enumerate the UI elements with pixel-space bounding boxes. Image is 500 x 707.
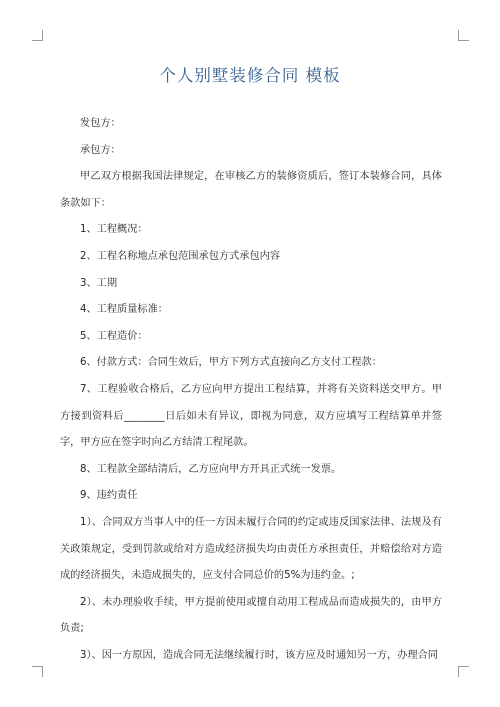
paragraph: 1、工程概况：: [80, 224, 148, 236]
crop-mark-bottom-right: [458, 666, 469, 677]
paragraph: 2）、未办理验收手续，甲方提前使用或擅自动用工程成品而造成损失的，由甲方负责;: [60, 596, 442, 635]
paragraph: 9、违约责任: [80, 490, 138, 502]
paragraph: 3）、因一方原因，造成合同无法继续履行时，该方应及时通知另一方，办理合同: [80, 649, 438, 661]
paragraph: 6、付款方式：合同生效后，甲方下列方式直接向乙方支付工程款：: [80, 357, 382, 369]
paragraph: 承包方：: [80, 144, 121, 156]
paragraph: 5、工程造价：: [80, 330, 148, 342]
document-title: 个人别墅装修合同 模板: [159, 66, 341, 85]
paragraph: 4、工程质量标准：: [80, 304, 168, 316]
crop-mark-bottom-left: [32, 666, 43, 677]
crop-mark-top-right: [458, 30, 469, 41]
paragraph: 8、工程款全部结清后，乙方应向甲方开具正式统一发票。: [80, 463, 342, 475]
paragraph: 甲乙双方根据我国法律规定，在审核乙方的装修资质后，签订本装修合同，具体条款如下：: [60, 171, 442, 209]
document-body: [60, 111, 442, 669]
crop-mark-top-left: [32, 30, 43, 41]
paragraph: 1）、合同双方当事人中的任一方因未履行合同的约定或违反国家法律、法规及有关政策规定，受到罚款或给对方造成经济损失均由责任方承担责任，并赔偿给对方造成的经济损失，未造成损失的，应支付合同总价的5%为违约金。;: [60, 516, 442, 582]
paragraph: 7、工程验收合格后，乙方应向甲方提出工程结算，并将有关资料送交甲方。甲方接到资料后________日后如未有异议，即视为同意，双方应填写工程结算单并签字，甲方应在签字时向乙方结清工程尾款。: [60, 383, 442, 449]
paragraph: 发包方：: [80, 118, 121, 129]
paragraph: 3、工期: [80, 277, 118, 289]
paragraph: 2、工程名称地点承包范围承包方式承包内容: [80, 250, 281, 262]
